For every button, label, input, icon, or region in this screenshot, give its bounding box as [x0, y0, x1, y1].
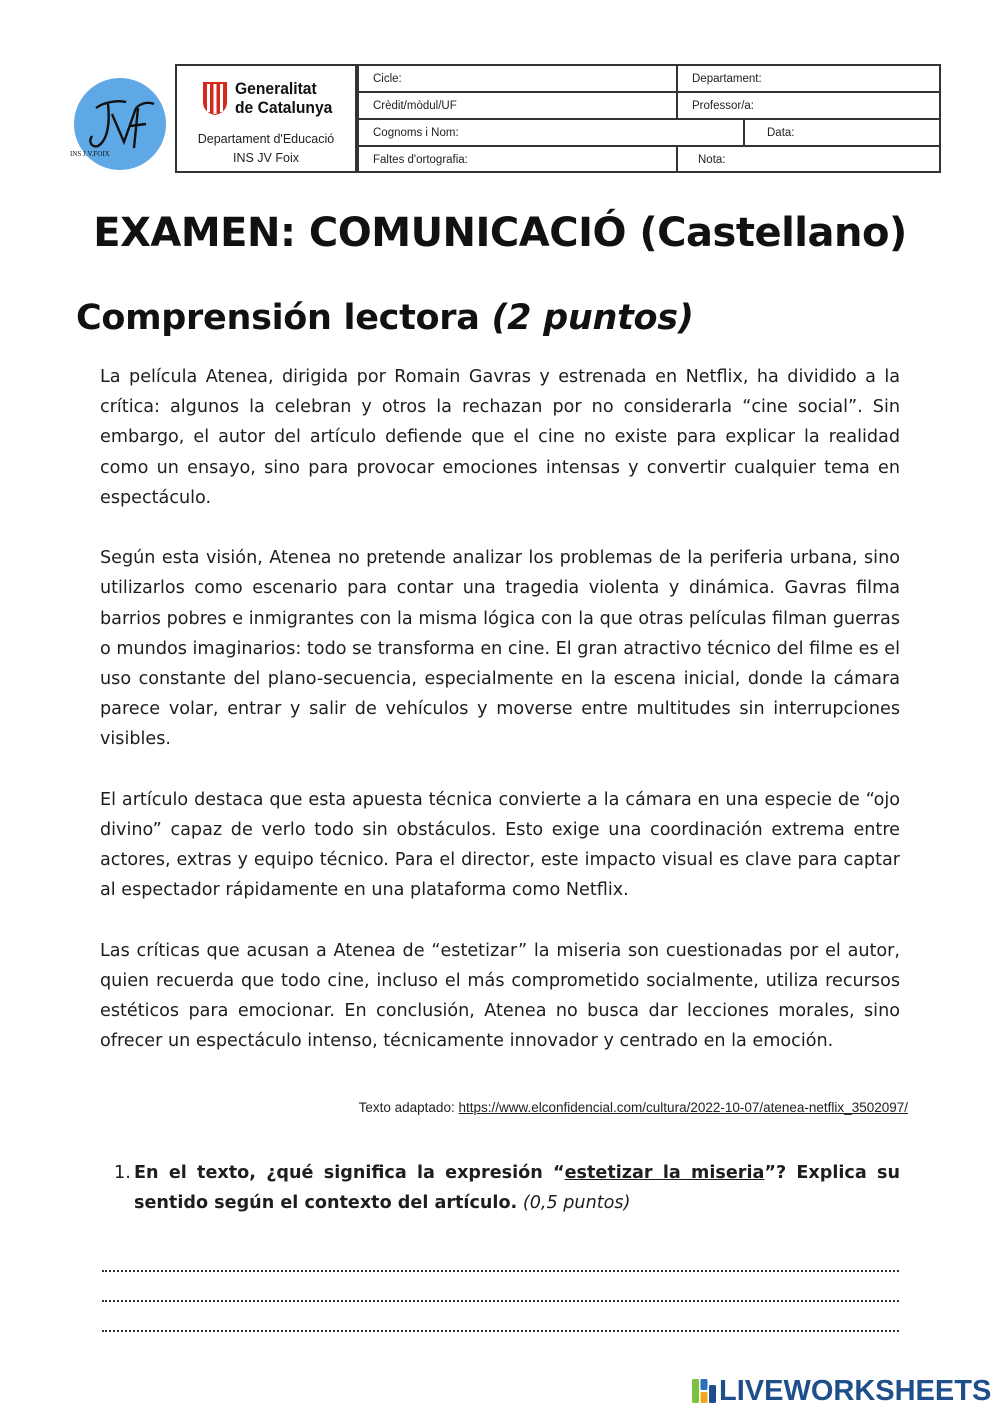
institution-department: [177, 130, 355, 168]
section-title: [76, 298, 694, 338]
field-cognoms: Cognoms i Nom:: [373, 127, 459, 139]
question-text-before: En el texto, ¿qué significa la expresión “: [134, 1163, 565, 1183]
source-citation: [359, 1100, 908, 1115]
school-logo-caption: INS J.V.FOIX: [70, 150, 110, 158]
question-points: (0,5 puntos): [522, 1193, 631, 1213]
question-text: [134, 1158, 900, 1218]
exam-title: EXAMEN: COMUNICACIÓ (Castellano): [93, 210, 907, 256]
reading-paragraph: Según esta visión, Atenea no pretende analizar los problemas de la periferia urbana, sino utilizarlos como escenario para contar una tragedia violenta y dinámica. Gavras filma barrios pobres e inmigrantes con la misma lógica con la que otras películas filman guerras o mundos imaginarios: todo se transforma en cine. El gran atractivo técnico del filme es el uso constante del plano-secuencia, especialmente en la escena inicial, donde la cámara parece volar, entrar y salir de vehículos y moverse entre multitudes sin interrupciones visibles.: [100, 548, 900, 750]
brand-name: LIVEWORKSHEETS: [719, 1375, 992, 1407]
field-professor: Professor/a:: [692, 100, 754, 112]
generalitat-emblem-icon: [201, 80, 229, 116]
question-number: 1.: [114, 1163, 131, 1183]
question-term: estetizar la miseria: [564, 1163, 765, 1183]
section-title-text: Comprensión lectora: [76, 298, 480, 338]
source-link[interactable]: https://www.elconfidencial.com/cultura/2022-10-07/atenea-netflix_3502097/: [458, 1100, 908, 1115]
source-label: Texto adaptado:: [358, 1100, 455, 1115]
liveworksheets-logo-icon: [692, 1379, 716, 1403]
reading-paragraph: Las críticas que acusan a Atenea de “estetizar” la miseria son cuestionadas por el autor, quien recuerda que todo cine, incluso el más comprometido socialmente, utiliza recursos estéticos para emocionar. En conclusión, Atenea no busca dar lecciones morales, sino ofrecer un espectáculo intenso, técnicamente innovador y centrado en la emoción.: [100, 940, 900, 1052]
answer-line[interactable]: [102, 1300, 899, 1302]
answer-line[interactable]: [102, 1330, 899, 1332]
section-points: (2 puntos): [491, 298, 694, 338]
answer-line[interactable]: [102, 1270, 899, 1272]
reading-paragraph: La película Atenea, dirigida por Romain Gavras y estrenada en Netflix, ha dividido a la crítica: algunos la celebran y otros la rechazan por no considerarla “cine social”. Sin embargo, el autor del artículo defiende que el cine no existe para explicar la realidad como un ensayo, sino para provocar emociones intensas y convertir cualquier tema en espectáculo.: [100, 367, 900, 508]
field-departament: Departament:: [692, 73, 762, 85]
institution-name: [235, 79, 332, 117]
document-header: [70, 62, 942, 174]
institution-box: [175, 64, 357, 173]
field-credit: Crèdit/mòdul/UF: [373, 100, 457, 112]
reading-passage: [100, 362, 900, 1087]
institution-name-line1: Generalitat: [235, 79, 317, 98]
question-1: [114, 1158, 900, 1218]
reading-paragraph: El artículo destaca que esta apuesta técnica convierte a la cámara en una especie de “ojo divino” capaz de verlo todo sin obstáculos. Esto exige una coordinación extrema entre actores, extras y equipo técnico. Para el director, este impacto visual es clave para captar al espectador rápidamente en una plataforma como Netflix.: [100, 789, 900, 901]
field-cicle: Cicle:: [373, 73, 402, 85]
school-logo: [70, 78, 166, 170]
question-text-after: ”? Explica su sentido según el contexto del artículo.: [134, 1163, 901, 1213]
field-faltes: Faltes d'ortografia:: [373, 154, 468, 166]
institution-dept-line1: Departament d'Educació: [197, 132, 335, 146]
field-data: Data:: [767, 127, 795, 139]
student-info-table: [357, 64, 941, 173]
field-nota: Nota:: [698, 154, 726, 166]
institution-dept-line2: INS JV Foix: [233, 151, 299, 165]
institution-name-line2: de Catalunya: [235, 98, 333, 117]
